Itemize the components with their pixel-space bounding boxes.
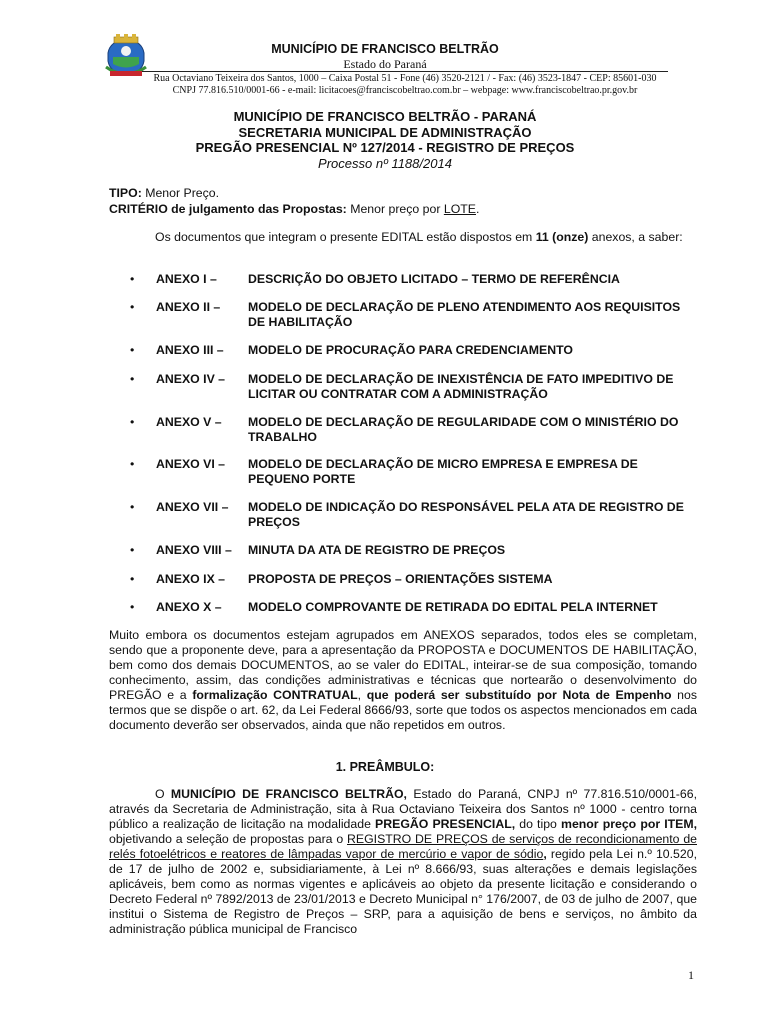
annex-description: DESCRIÇÃO DO OBJETO LICITADO – TERMO DE REFERÊNCIA: [248, 272, 620, 286]
annex-label: ANEXO VII –: [156, 500, 229, 514]
annex-label: ANEXO X –: [156, 600, 222, 614]
header-cnpj-contact: CNPJ 77.816.510/0001-66 - e-mail: licitacoes@franciscobeltrao.com.br – webpage: www.franciscobeltrao.pr.gov.br: [172, 85, 638, 96]
tipo-line: [109, 186, 697, 201]
pre-text-j: regido pela Lei n.º 10.520, de 17 de julho de 2002 e, subsidiariamente, à Lei nº 8.666/93, suas alterações e demais legislações aplicáveis, bem como as normas vigentes e aplicáveis ao objeto da presente licitação e considerando o Decreto Federal nº 7892/2013 de 23/01/2013 e Decreto Municipal n° 176/2007, de 03 de julho de 2007, que institui o Sistema de Registro de Preços – SRP, para a aquisição de bens e serviços, no âmbito da administração pública municipal de Francisco: [109, 847, 697, 936]
para1-text-a: Muito embora os documentos estejam agrupados em ANEXOS separados, todos eles se completam, sendo que a proponente deve, para a apresentação da PROPOSTA e DOCUMENTOS DE HABILITAÇÃO, bem como dos demais DOCUMENTOS, ao se valer do EDITAL, inteirar-se de sua composição, tomando conhecimento, assim, das condições administrativas e técnicas que nortearão o desenvolvimento do PREGÃO e a: [109, 628, 697, 702]
pre-type: menor preço por ITEM,: [561, 817, 698, 831]
annex-description: MODELO DE DECLARAÇÃO DE MICRO EMPRESA E EMPRESA DE PEQUENO PORTE: [248, 457, 638, 486]
pre-modality: PREGÃO PRESENCIAL,: [375, 817, 516, 831]
page-number: 1: [688, 968, 694, 982]
annex-description: MODELO DE DECLARAÇÃO DE INEXISTÊNCIA DE FATO IMPEDITIVO DE LICITAR OU CONTRATAR COM A ADMINISTRAÇÃO: [248, 372, 674, 401]
annex-description: MODELO DE DECLARAÇÃO DE REGULARIDADE COM O MINISTÉRIO DO TRABALHO: [248, 415, 679, 444]
bullet-icon: •: [130, 300, 135, 314]
criterio-end: .: [475, 202, 480, 216]
pre-municipality: MUNICÍPIO DE FRANCISCO BELTRÃO,: [170, 787, 407, 801]
annex-description: MODELO DE DECLARAÇÃO DE PLENO ATENDIMENTO AOS REQUISITOS DE HABILITAÇÃO: [248, 300, 681, 329]
header-divider: [142, 71, 668, 72]
bullet-icon: •: [130, 415, 135, 429]
criterio-label: CRITÉRIO de julgamento das Propostas:: [109, 202, 347, 216]
bullet-icon: •: [130, 372, 135, 386]
pre-comma: ,: [543, 847, 547, 861]
annex-label: ANEXO IX –: [156, 572, 226, 586]
documents-paragraph: [109, 628, 697, 733]
doc-title-municipality: MUNICÍPIO DE FRANCISCO BELTRÃO - PARANÁ: [233, 109, 537, 124]
bullet-icon: •: [130, 572, 135, 586]
bullet-icon: •: [130, 600, 135, 614]
intro-count: 11 (onze): [535, 230, 589, 244]
bullet-icon: •: [130, 543, 135, 557]
annex-label: ANEXO IV –: [156, 372, 226, 386]
intro-text-a: Os documentos que integram o presente EDITAL estão dispostos em: [155, 230, 533, 244]
annex-description: MODELO DE INDICAÇÃO DO RESPONSÁVEL PELA ATA DE REGISTRO DE PREÇOS: [248, 500, 684, 529]
pre-text-c: Estado do Paraná, CNPJ nº 77.816.510/0001-66, através da Secretaria de Administração, sita à Rua Octaviano Teixeira dos Santos nº 1000 - centro torna público a realização de licitação na modalidade: [109, 787, 697, 831]
annex-label: ANEXO I –: [156, 272, 217, 286]
intro-paragraph: [109, 230, 697, 245]
annex-description: MINUTA DA ATA DE REGISTRO DE PREÇOS: [248, 543, 506, 557]
pre-text-a: O: [155, 787, 165, 801]
pre-text-e: do tipo: [519, 817, 557, 831]
annex-label: ANEXO VI –: [156, 457, 226, 471]
doc-title-secretariat: SECRETARIA MUNICIPAL DE ADMINISTRAÇÃO: [238, 125, 532, 140]
annex-label: ANEXO V –: [156, 415, 222, 429]
bullet-icon: •: [130, 343, 135, 357]
intro-text-c: anexos, a saber:: [591, 230, 683, 244]
tipo-value: Menor Preço.: [145, 186, 220, 200]
tipo-label: TIPO:: [109, 186, 142, 200]
para1-empenho: que poderá ser substituído por Nota de Empenho: [366, 688, 672, 702]
doc-title-pregao: PREGÃO PRESENCIAL Nº 127/2014 - REGISTRO DE PREÇOS: [195, 140, 575, 155]
pre-text-g: objetivando a seleção de propostas para o: [109, 832, 344, 846]
criterio-value: Menor preço por: [350, 202, 441, 216]
bullet-icon: •: [130, 457, 135, 471]
annex-description: MODELO DE PROCURAÇÃO PARA CREDENCIAMENTO: [248, 343, 573, 357]
bullet-icon: •: [130, 272, 135, 286]
criterio-lote: LOTE: [443, 202, 476, 216]
state-name: Estado do Paraná: [343, 57, 427, 71]
annex-label: ANEXO II –: [156, 300, 221, 314]
annex-description: MODELO COMPROVANTE DE RETIRADA DO EDITAL PELA INTERNET: [248, 600, 658, 614]
doc-title-process: Processo nº 1188/2014: [318, 156, 452, 171]
annex-label: ANEXO VIII –: [156, 543, 232, 557]
preambulo-paragraph: [109, 787, 697, 937]
para1-comma: ,: [357, 688, 362, 702]
para1-contract: formalização CONTRATUAL: [192, 688, 358, 702]
para1-text-e: nos termos que se dispõe o art. 62, da Lei Federal 8666/93, sorte que todos os aspectos mencionados em cada documento deverão ser observados, ainda que não repetidos em outros.: [109, 688, 697, 732]
header-address: Rua Octaviano Teixeira dos Santos, 1000 – Caixa Postal 51 - Fone (46) 3520-2121 / - Fax: (46) 3523-1847 - CEP: 85601-030: [153, 73, 657, 84]
annex-label: ANEXO III –: [156, 343, 224, 357]
municipality-title: MUNICÍPIO DE FRANCISCO BELTRÃO: [271, 42, 499, 56]
bullet-icon: •: [130, 500, 135, 514]
annex-description: PROPOSTA DE PREÇOS – ORIENTAÇÕES SISTEMA: [248, 572, 553, 586]
criterio-line: [109, 202, 697, 217]
pre-object: REGISTRO DE PREÇOS de serviços de recondicionamento de relés fotoelétricos e reatores de lâmpadas vapor de mercúrio e vapor de sódio: [109, 832, 697, 861]
section-heading-preambulo: 1. PREÂMBULO:: [335, 760, 435, 774]
